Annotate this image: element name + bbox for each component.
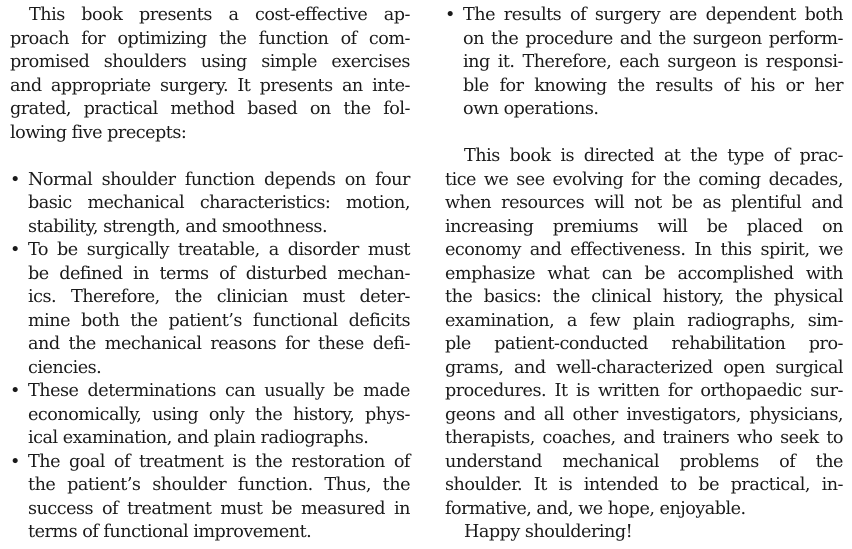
- paragraph-line: This book is directed at the type of prac-: [464, 146, 843, 166]
- paragraph-line: grams, and well-characterized open surgical: [445, 357, 843, 378]
- closing-line: Happy shouldering!: [464, 522, 633, 542]
- intro-line: This book presents a cost-effective ap-: [29, 5, 410, 25]
- bullet-line: The goal of treatment is the restoration of: [28, 451, 410, 472]
- bullet-line: The results of surgery are dependent both: [463, 5, 843, 25]
- intro-line: lowing five precepts:: [10, 122, 187, 143]
- bullet-marker: •: [445, 5, 455, 25]
- paragraph-line: therapists, coaches, and trainers who seek to: [445, 428, 843, 448]
- paragraph-line: procedures. It is written for orthopaedic sur-: [445, 381, 843, 401]
- bullet-line: economically, using only the history, phys-: [28, 404, 410, 425]
- bullet-line: ciencies.: [28, 357, 102, 378]
- paragraph-line: understand mechanical problems of the: [445, 451, 843, 472]
- paragraph-line: shoulder. It is intended to be practical, in-: [445, 475, 843, 495]
- bullet-line: on the procedure and the surgeon perform-: [463, 28, 843, 49]
- paragraph-line: the basics: the clinical history, the physical: [445, 287, 843, 307]
- bullet-line: terms of functional improvement.: [28, 522, 312, 542]
- bullet-line: mine both the patient’s functional deficits: [28, 310, 410, 331]
- paragraph-line: emphasize what can be accomplished with: [445, 263, 843, 284]
- bullet-line: success of treatment must be measured in: [28, 498, 410, 519]
- paragraph-line: when resources will not be as plentiful and: [445, 193, 843, 213]
- paragraph-line: tice we see evolving for the coming decades,: [445, 169, 843, 190]
- bullet-line: These determinations can usually be made: [28, 381, 410, 401]
- bullet-line: ing it. Therefore, each surgeon is responsi-: [463, 52, 843, 72]
- bullet-line: be defined in terms of disturbed mechan-: [28, 263, 410, 284]
- bullet-line: ics. Therefore, the clinician must deter-: [28, 287, 410, 307]
- intro-line: promised shoulders using simple exercises: [10, 52, 410, 72]
- bullet-line: and the mechanical reasons for these defi-: [28, 334, 410, 354]
- bullet-line: ble for knowing the results of his or her: [463, 75, 843, 96]
- paragraph-line: increasing premiums will be placed on: [445, 216, 843, 237]
- paragraph-line: economy and effectiveness. In this spirit, we: [445, 240, 843, 260]
- bullet-line: the patient’s shoulder function. Thus, the: [28, 475, 410, 495]
- intro-line: and appropriate surgery. It presents an inte-: [10, 75, 410, 96]
- intro-line: proach for optimizing the function of com-: [10, 28, 410, 49]
- bullet-line: ical examination, and plain radiographs.: [28, 428, 369, 448]
- paragraph-line: examination, a few plain radiographs, sim-: [445, 310, 843, 331]
- bullet-line: basic mechanical characteristics: motion,: [28, 193, 410, 213]
- bullet-line: To be surgically treatable, a disorder must: [28, 240, 410, 260]
- bullet-marker: •: [10, 451, 20, 472]
- bullet-line: own operations.: [463, 99, 599, 119]
- bullet-line: stability, strength, and smoothness.: [28, 216, 328, 237]
- intro-line: grated, practical method based on the fol-: [10, 99, 410, 119]
- paragraph-line: formative, and, we hope, enjoyable.: [445, 498, 746, 519]
- paragraph-line: geons and all other investigators, physicians,: [445, 404, 843, 425]
- paragraph-line: ple patient-conducted rehabilitation pro-: [445, 334, 843, 354]
- bullet-marker: •: [10, 381, 20, 401]
- bullet-line: Normal shoulder function depends on four: [28, 169, 410, 190]
- bullet-marker: •: [10, 240, 20, 260]
- bullet-marker: •: [10, 169, 20, 190]
